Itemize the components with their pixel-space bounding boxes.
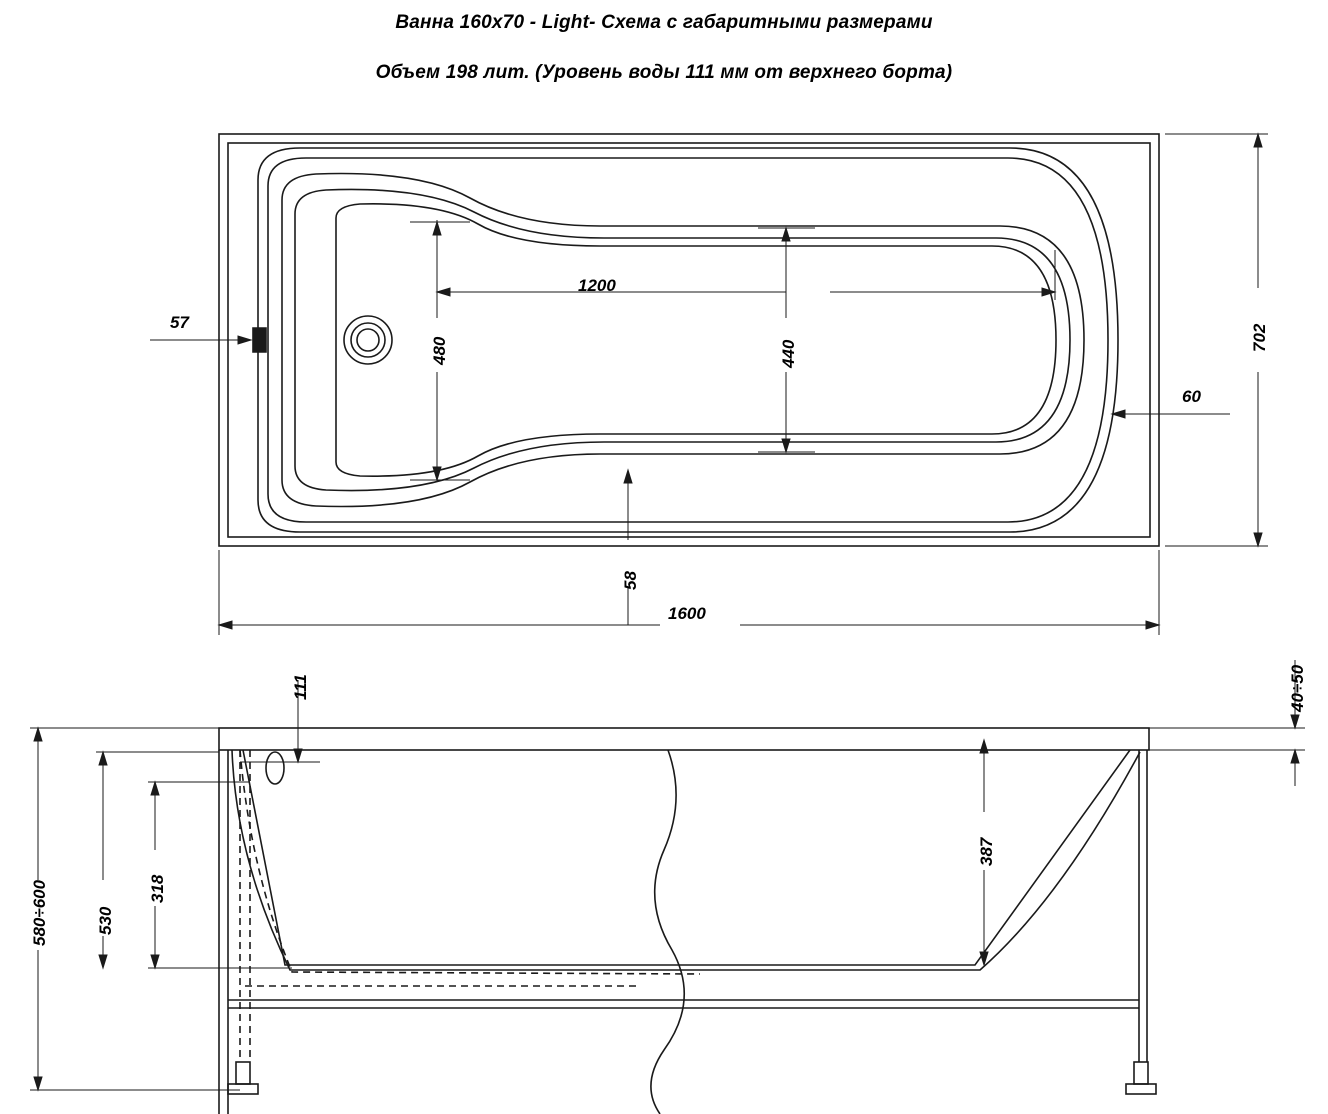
right-foot-stem xyxy=(1134,1062,1148,1084)
dim-label-702: 702 xyxy=(1250,323,1269,352)
dim-label-387: 387 xyxy=(977,837,996,866)
top-view-basin-outline-2 xyxy=(268,158,1108,522)
overflow-notch xyxy=(253,328,266,352)
dim-label-60: 60 xyxy=(1182,387,1201,406)
dim-label-111: 111 xyxy=(291,674,310,700)
side-view-hidden-profile xyxy=(240,750,700,974)
left-foot-stem xyxy=(236,1062,250,1084)
top-view-inner-basin-2 xyxy=(295,189,1070,490)
dim-label-480: 480 xyxy=(430,336,449,365)
side-view-bath-profile-outer xyxy=(232,750,1140,970)
top-view-basin-outline-1 xyxy=(258,148,1118,532)
top-view-inner-basin-1 xyxy=(282,174,1084,507)
side-view-break-line xyxy=(651,750,684,1114)
drawing-title-line-2: Объем 198 лит. (Уровень воды 111 мм от верхнего борта) xyxy=(375,62,953,83)
drain-hole xyxy=(357,329,379,351)
top-view-inner-frame xyxy=(228,143,1150,537)
dim-label-1200: 1200 xyxy=(578,276,616,295)
left-foot-pad xyxy=(228,1084,258,1094)
dim-label-40-50: 40÷50 xyxy=(1288,664,1307,712)
drain-inner-circle xyxy=(351,323,385,357)
top-view-outer-frame xyxy=(219,134,1159,546)
dim-label-57: 57 xyxy=(170,313,189,332)
dim-label-58: 58 xyxy=(621,571,640,590)
dim-label-318: 318 xyxy=(148,874,167,903)
dim-label-580-600: 580÷600 xyxy=(30,879,49,946)
dim-label-1600: 1600 xyxy=(668,604,706,623)
side-view-overflow-ellipse xyxy=(266,752,284,784)
dim-label-530: 530 xyxy=(96,906,115,935)
side-view-rim-slab xyxy=(219,728,1149,750)
drawing-title-line-1: Ванна 160x70 - Light- Схема с габаритными размерами xyxy=(395,12,933,33)
right-foot-pad xyxy=(1126,1084,1156,1094)
dim-57-arrow xyxy=(238,336,251,344)
dim-label-440: 440 xyxy=(779,339,798,368)
